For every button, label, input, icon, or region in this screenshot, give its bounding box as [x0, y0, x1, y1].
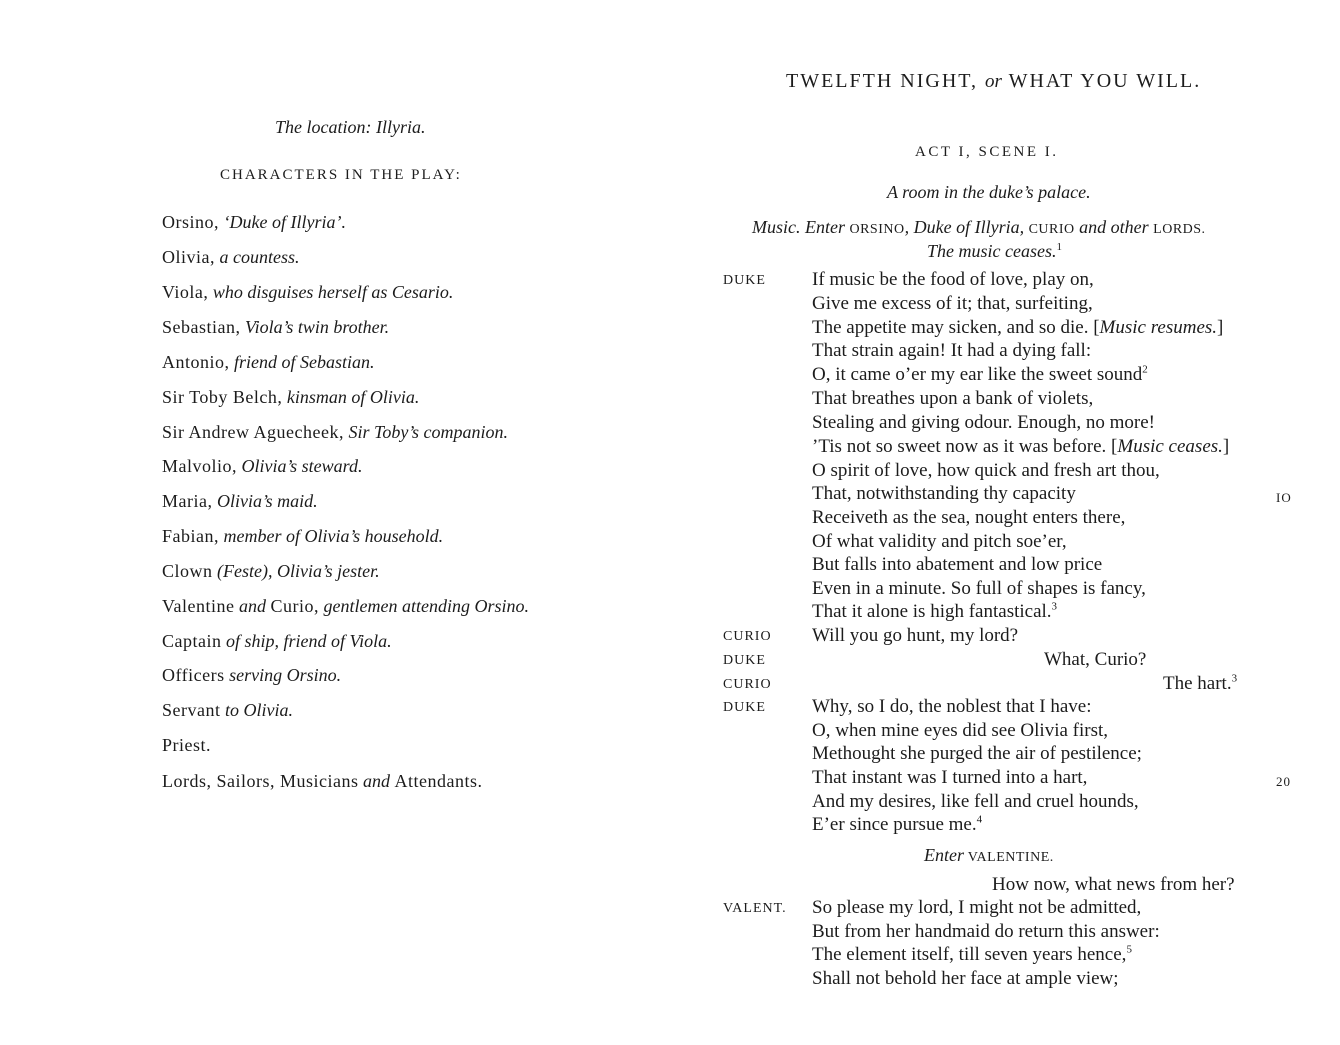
character-entry: Clown (Feste), Olivia’s jester. [162, 561, 380, 581]
verse-line: Even in a minute. So full of shapes is fancy, [812, 578, 1146, 599]
verse-line: The hart.$^3$ [1163, 672, 1238, 694]
stage-direction: The music ceases.$^1$ [927, 241, 1062, 261]
speaker-label: DUKE [723, 700, 766, 715]
location-note: The location: Illyria. [275, 117, 426, 137]
verse-line: Receiveth as the sea, nought enters there, [812, 507, 1126, 528]
verse-line: If music be the food of love, play on, [812, 269, 1094, 290]
characters-heading: CHARACTERS IN THE PLAY: [220, 167, 462, 183]
verse-line: The element itself, till seven years hence,$^5$ [812, 943, 1132, 965]
scene-setting: A room in the duke’s palace. [887, 182, 1091, 202]
verse-line: Stealing and giving odour. Enough, no more! [812, 412, 1156, 433]
verse-line: E’er since pursue me.$^4$ [812, 813, 983, 835]
verse-line: Shall not behold her face at ample view; [812, 968, 1119, 989]
character-entry: Servant to Olivia. [162, 700, 293, 720]
verse-line: How now, what news from her? [992, 874, 1235, 895]
verse-line: O spirit of love, how quick and fresh art thou, [812, 460, 1160, 481]
character-entry: Fabian, member of Olivia’s household. [162, 526, 444, 546]
verse-line: O, when mine eyes did see Olivia first, [812, 720, 1109, 741]
verse-line: Give me excess of it; that, surfeiting, [812, 293, 1093, 314]
speaker-label: CURIO [723, 677, 772, 692]
verse-line: Methought she purged the air of pestilence; [812, 743, 1142, 764]
character-entry: Olivia, a countess. [162, 247, 300, 267]
character-entry: Captain of ship, friend of Viola. [162, 631, 392, 651]
speaker-label: VALENT. [723, 901, 787, 916]
verse-line: That strain again! It had a dying fall: [812, 340, 1092, 361]
verse-line: What, Curio? [1044, 649, 1147, 670]
speaker-label: DUKE [723, 653, 766, 668]
verse-line: That, notwithstanding thy capacity [812, 483, 1076, 504]
verse-line: O, it came o’er my ear like the sweet sound$^2$ [812, 363, 1148, 385]
character-entry: Sir Toby Belch, kinsman of Olivia. [162, 387, 420, 407]
verse-line: And my desires, like fell and cruel hounds, [812, 791, 1139, 812]
stage-direction: Enter VALENTINE. [924, 845, 1054, 865]
character-entry: Valentine and Curio, gentlemen attending Orsino. [162, 596, 529, 616]
verse-line: That breathes upon a bank of violets, [812, 388, 1094, 409]
play-title: TWELFTH NIGHT, or WHAT YOU WILL. [786, 70, 1202, 92]
speaker-label: CURIO [723, 629, 772, 644]
character-entry: Lords, Sailors, Musicians and Attendants. [162, 771, 483, 791]
character-entry: Viola, who disguises herself as Cesario. [162, 282, 454, 302]
character-entry: Orsino, ‘Duke of Illyria’. [162, 212, 346, 232]
verse-line: That it alone is high fantastical.$^3$ [812, 600, 1058, 622]
line-number: 20 [1276, 774, 1291, 789]
verse-line: But from her handmaid do return this answer: [812, 921, 1160, 942]
character-entry: Maria, Olivia’s maid. [162, 491, 318, 511]
stage-direction: Music. Enter ORSINO, Duke of Illyria, CURIO and other LORDS. [752, 217, 1206, 237]
character-entry: Officers serving Orsino. [162, 665, 342, 685]
verse-line: The appetite may sicken, and so die. [Music resumes.] [812, 317, 1224, 338]
character-entry: Sir Andrew Aguecheek, Sir Toby’s companion. [162, 422, 508, 442]
verse-line: Of what validity and pitch soe’er, [812, 531, 1067, 552]
verse-line: Why, so I do, the noblest that I have: [812, 696, 1092, 717]
character-entry: Priest. [162, 735, 212, 755]
verse-line: But falls into abatement and low price [812, 554, 1103, 575]
speaker-label: DUKE [723, 273, 766, 288]
line-number: IO [1276, 490, 1292, 505]
character-entry: Antonio, friend of Sebastian. [162, 352, 375, 372]
verse-line: Will you go hunt, my lord? [812, 625, 1019, 646]
verse-line: So please my lord, I might not be admitted, [812, 897, 1142, 918]
verse-line: That instant was I turned into a hart, [812, 767, 1088, 788]
character-entry: Sebastian, Viola’s twin brother. [162, 317, 390, 337]
character-entry: Malvolio, Olivia’s steward. [162, 456, 363, 476]
act-scene-heading: ACT I, SCENE I. [915, 144, 1059, 160]
verse-line: ’Tis not so sweet now as it was before. [Music ceases.] [812, 436, 1230, 457]
